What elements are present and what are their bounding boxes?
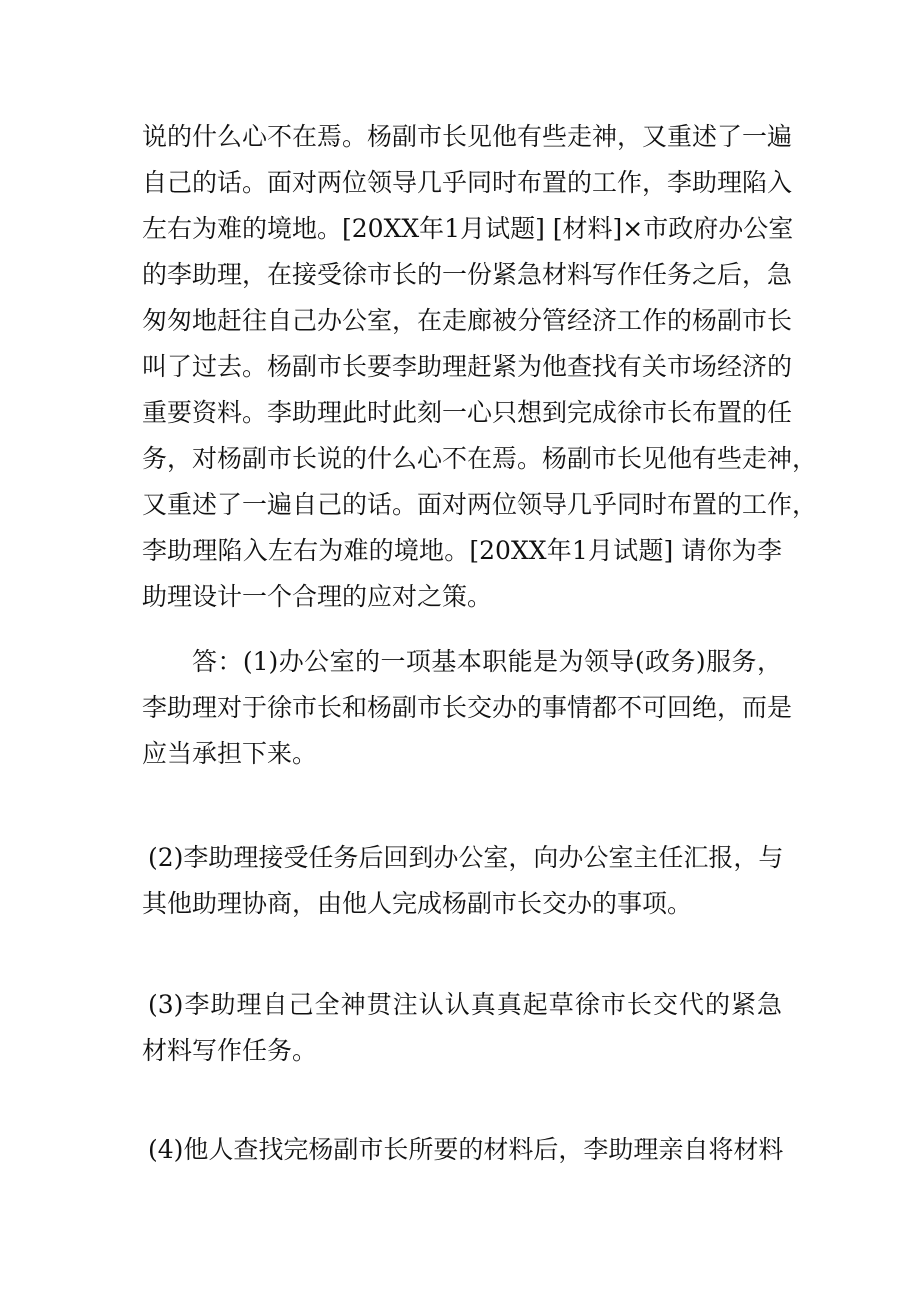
text-line: 应当承担下来。 [142,739,318,768]
text-line: 匆匆地赶往自己办公室，在走廊被分管经济工作的杨副市长 [142,306,793,335]
text-line: 答：(1)办公室的一项基本职能是为领导(政务)服务， [192,647,782,676]
text-line: (4)他人查找完杨副市长所要的材料后，李助理亲自将材料 [148,1135,784,1164]
text-line: 说的什么心不在焉。杨副市长见他有些走神，又重述了一遍 [142,122,793,151]
text-line: 其他助理协商，由他人完成杨副市长交办的事项。 [142,889,693,918]
text-line: 务，对杨副市长说的什么心不在焉。杨副市长见他有些走神， [142,444,818,473]
text-line: 又重述了一遍自己的话。面对两位领导几乎同时布置的工作， [142,490,818,519]
text-line: (3)李助理自己全神贯注认认真真起草徐市长交代的紧急 [148,990,782,1019]
text-line: (2)李助理接受任务后回到办公室，向办公室主任汇报，与 [148,843,784,872]
text-line: 重要资料。李助理此时此刻一心只想到完成徐市长布置的任 [142,398,793,427]
text-line: 叫了过去。杨副市长要李助理赶紧为他查找有关市场经济的 [142,352,793,381]
text-line: 自己的话。面对两位领导几乎同时布置的工作，李助理陷入 [142,168,793,197]
text-line: 李助理陷入左右为难的境地。[20XX年1月试题] 请你为李 [142,536,782,565]
text-line: 材料写作任务。 [142,1036,318,1065]
text-line: 李助理对于徐市长和杨副市长交办的事情都不可回绝，而是 [142,693,793,722]
text-line: 的李助理，在接受徐市长的一份紧急材料写作任务之后，急 [142,260,793,289]
text-line: 左右为难的境地。[20XX年1月试题] [材料]×市政府办公室 [142,214,794,243]
text-line: 助理设计一个合理的应对之策。 [142,582,493,611]
